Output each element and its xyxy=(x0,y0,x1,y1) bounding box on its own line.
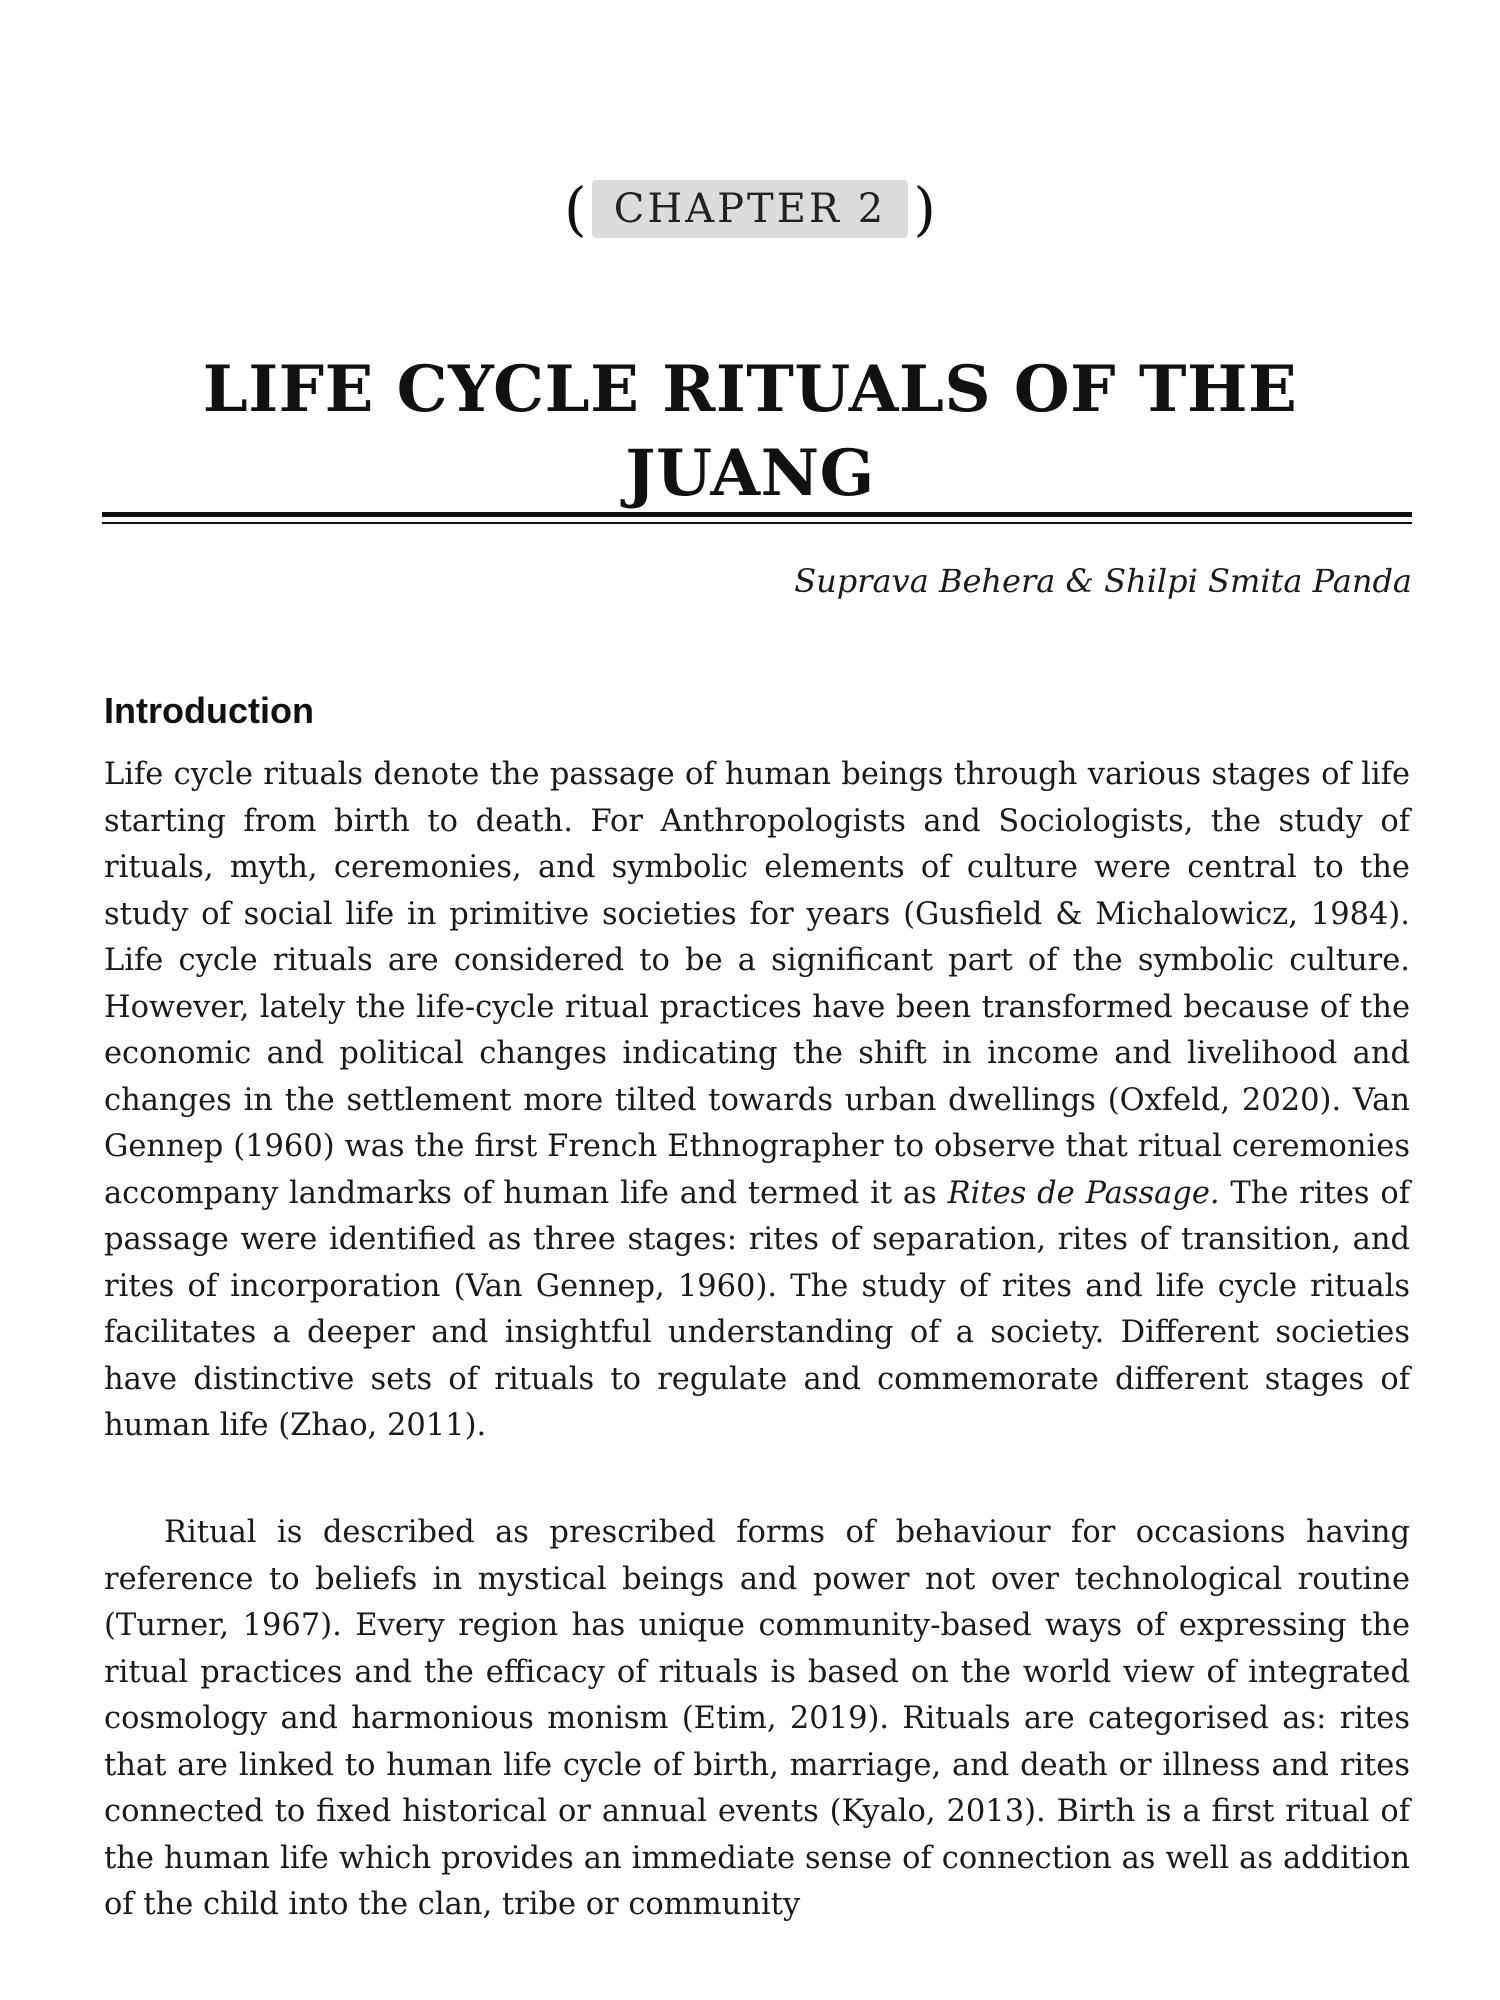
paragraph-1-text-start: Life cycle rituals denote the passage of human beings through various stages of life starting from birth to death. For Anthropologists and Sociologists, the study of rituals, myth, ceremonies, and symbolic elements of culture were central to the study of social life in primitive societies for years (Gusfield & Michalowicz, 1984). Life cycle rituals are considered to be a significant part of the symbolic culture. However, lately the life-cycle ritual practices have been transformed because of the economic and political changes indicating the shift in income and livelihood and changes in the settlement more tilted towards urban dwellings (Oxfeld, 2020). Van Gennep (1960) was the first French Ethnographer to observe that ritual ceremonies accompany landmarks of human life and termed it as xyxy=(104,757,1410,1211)
chapter-badge xyxy=(0,175,1500,243)
chapter-label: CHAPTER 2 xyxy=(592,180,908,238)
author-line: Suprava Behera & Shilpi Smita Panda xyxy=(794,562,1412,600)
title-rule-thick xyxy=(102,512,1412,517)
title-rule-thin xyxy=(102,522,1412,524)
paragraph-2: Ritual is described as prescribed forms of behaviour for occasions having reference to beliefs in mystical beings and power not over technological routine (Turner, 1967). Every region has unique community-based ways of expressing the ritual practices and the efficacy of rituals is based on the world view of integrated cosmology and harmonious monism (Etim, 2019). Rituals are categorised as: rites that are linked to human life cycle of birth, marriage, and death or illness and rites connected to fixed historical or annual events (Kyalo, 2013). Birth is a first ritual of the human life which provides an immediate sense of connection as well as addition of the child into the clan, tribe or community xyxy=(104,1515,1410,1922)
section-heading-introduction: Introduction xyxy=(104,690,314,731)
chapter-close-paren: ) xyxy=(913,175,936,243)
paragraph-1-text-end: The rites of passage were identified as three stages: rites of separation, rites of transition, and rites of incorporation (Van Gennep, 1960). The study of rites and life cycle rituals facilitates a deeper and insightful understanding of a society. Different societies have distinctive sets of rituals to regulate and commemorate different stages of human life (Zhao, 2011). xyxy=(104,1175,1411,1443)
paragraph-1-italic-term: Rites de Passage. xyxy=(947,1175,1220,1211)
chapter-open-paren: ( xyxy=(564,175,587,243)
chapter-title: LIFE CYCLE RITUALS OF THE JUANG xyxy=(202,352,1298,511)
paragraph-1 xyxy=(104,752,1410,1450)
